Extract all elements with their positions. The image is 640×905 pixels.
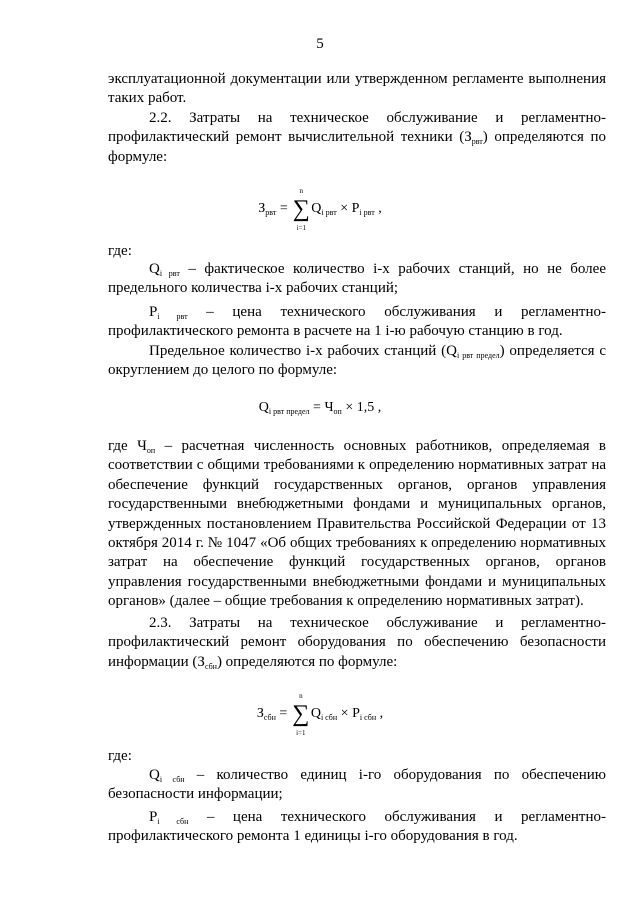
formula-3-times: × xyxy=(337,706,353,722)
sigma-icon: ∑ xyxy=(292,701,310,727)
paragraph-2-3 xyxy=(108,614,606,672)
symbol-p-sub: i рвт xyxy=(157,312,188,321)
paragraph-2-3-line3 xyxy=(108,653,606,672)
paragraph-limit-text-end: ) определяется с xyxy=(499,343,606,359)
paragraph-limit-text: Предельное количество i-х рабочих станций ( xyxy=(149,343,447,359)
formula-1-lhs-sub: рвт xyxy=(265,208,277,218)
where-label-1: где: xyxy=(108,243,132,259)
formula-2-lhs: Q xyxy=(258,400,269,415)
paragraph-2-3-line1: 2.3. Затраты на техническое обслуживание и регламентно- xyxy=(149,615,606,631)
sum-lower-3: i=1 xyxy=(296,729,306,737)
symbol-q-limit-sub: i рвт предел xyxy=(456,351,500,360)
symbol-subscript: рвт xyxy=(471,137,483,147)
paragraph-2-3-line2: профилактический ремонт оборудования по обеспечению безопасности xyxy=(108,634,606,651)
definition-q-rvt-line1 xyxy=(108,260,606,279)
definition-ch-op-line1 xyxy=(108,437,606,456)
definition-ch-op-text: – расчетная численность основных работников, определяемая в xyxy=(155,438,607,454)
sum-sign-3 xyxy=(291,692,311,737)
page-number: 5 xyxy=(316,36,324,52)
formula-3-q: Q xyxy=(310,706,321,722)
definition-q-rvt-line2: предельного количества i-х рабочих станций; xyxy=(108,280,399,297)
symbol-p-sbn: P xyxy=(149,809,158,825)
definition-q-sbn-line2: безопасности информации; xyxy=(108,786,283,803)
formula-1-p-sub: i рвт xyxy=(359,208,375,218)
paragraph-2-2-line3: формуле: xyxy=(108,148,168,165)
symbol-q-sbn-sub: i сбн xyxy=(159,775,185,784)
paragraph-2-2-text-end: ) определяются по xyxy=(482,129,606,146)
symbol-ch: Ч xyxy=(137,438,147,454)
definition-p-sbn-line2: профилактического ремонта 1 единицы i-го оборудования в год. xyxy=(108,828,518,845)
formula-3-equals: = xyxy=(275,706,291,722)
definition-ch-op xyxy=(108,437,606,612)
sum-upper: n xyxy=(299,187,304,195)
definition-q-rvt xyxy=(108,260,606,299)
definition-q-sbn-text: – количество единиц i-го оборудования по обеспечению xyxy=(184,767,606,783)
symbol-p: P xyxy=(149,304,158,320)
symbol-z-sbn: З xyxy=(197,653,205,670)
symbol-q-limit: Q xyxy=(446,343,457,359)
formula-1-p: P xyxy=(351,201,360,217)
definition-q-sbn-line1 xyxy=(108,766,606,785)
where-label-3: где: xyxy=(108,748,132,764)
definition-p-rvt-line1 xyxy=(108,303,606,322)
definition-p-sbn-text: – цена технического обслуживания и регламентно- xyxy=(188,809,606,825)
formula-2-ch: Ч xyxy=(324,400,334,415)
sum-sign xyxy=(291,187,311,232)
paragraph-2-2 xyxy=(108,109,606,167)
formula-3-lhs-sub: сбн xyxy=(263,713,276,723)
formula-3-p-sub: i сбн xyxy=(359,713,377,723)
symbol-ch-sub: оп xyxy=(146,446,156,455)
formula-1-equals: = xyxy=(276,201,292,217)
formula-3-q-sub: i сбн xyxy=(320,713,338,723)
sum-lower: i=1 xyxy=(296,224,306,232)
sum-upper-3: n xyxy=(299,692,303,700)
formula-1-tail: , xyxy=(374,201,382,217)
formula-2-rest: × 1,5 , xyxy=(341,400,382,415)
formula-1-q-sub: i рвт xyxy=(321,208,337,218)
symbol-q-sbn: Q xyxy=(149,767,160,783)
definition-q-sbn xyxy=(108,766,606,805)
formula-2-equals: = xyxy=(309,400,325,415)
paragraph-2-3-text: информации ( xyxy=(108,653,198,670)
formula-1 xyxy=(0,187,640,232)
formula-3-tail: , xyxy=(376,706,384,722)
formula-3-p: P xyxy=(352,706,360,722)
definition-ch-op-body: соответствии с общими требованиями к определению нормативных затрат на обеспечение функций государственных органов, органов управления государственными внебюджетными фондами и муниципальных органов, утвержденных постановлением Правительства Российской Федерации от 13 октября 2014 г. № 1047 «Об общих требованиях к определению нормативных затрат на обеспечение функций государственных органов, органов управления государственными внебюджетными фондами и муниципальных органов» (далее – общие требования к определению нормативных затрат). xyxy=(108,457,606,610)
definition-p-sbn-line1 xyxy=(108,808,606,827)
symbol-q: Q xyxy=(149,261,160,277)
paragraph-2-3-text-end: ) определяются по формуле: xyxy=(216,653,398,670)
definition-p-sbn xyxy=(108,808,606,847)
symbol-q-sub: i рвт xyxy=(159,269,180,278)
paragraph-continuation: эксплуатационной документации или утвержденном регламенте выполнения таких работ. xyxy=(108,71,606,107)
definition-q-rvt-text: – фактическое количество i-х рабочих станций, но не более xyxy=(179,261,606,277)
paragraph-2-2-line2 xyxy=(108,128,606,147)
paragraph-2-2-text: профилактический ремонт вычислительной техники ( xyxy=(108,129,465,146)
paragraph-limit xyxy=(108,342,606,381)
formula-1-q: Q xyxy=(311,201,322,217)
formula-2-lhs-sub: i рвт предел xyxy=(268,407,310,416)
symbol-p-sbn-sub: i сбн xyxy=(157,817,189,826)
formula-1-lhs: З xyxy=(258,201,266,217)
formula-2-ch-sub: оп xyxy=(333,407,342,416)
definition-p-rvt-line2: профилактического ремонта в расчете на 1 i-ю рабочую станцию в год. xyxy=(108,323,563,340)
paragraph-2-2-line1: 2.2. Затраты на техническое обслуживание и регламентно- xyxy=(149,110,606,126)
definition-p-rvt xyxy=(108,303,606,342)
paragraph-limit-line2: округлением до целого по формуле: xyxy=(108,362,338,379)
formula-3-lhs: З xyxy=(256,706,264,722)
symbol-z-sbn-sub: сбн xyxy=(204,661,217,671)
where-label-2: где xyxy=(108,438,128,454)
formula-2 xyxy=(0,400,640,416)
paragraph-limit-line1 xyxy=(108,342,606,361)
sigma-icon: ∑ xyxy=(292,196,310,222)
definition-p-rvt-text: – цена технического обслуживания и регламентно- xyxy=(187,304,606,320)
formula-1-times: × xyxy=(336,201,352,217)
formula-3 xyxy=(0,692,640,737)
symbol-z: З xyxy=(464,129,472,146)
